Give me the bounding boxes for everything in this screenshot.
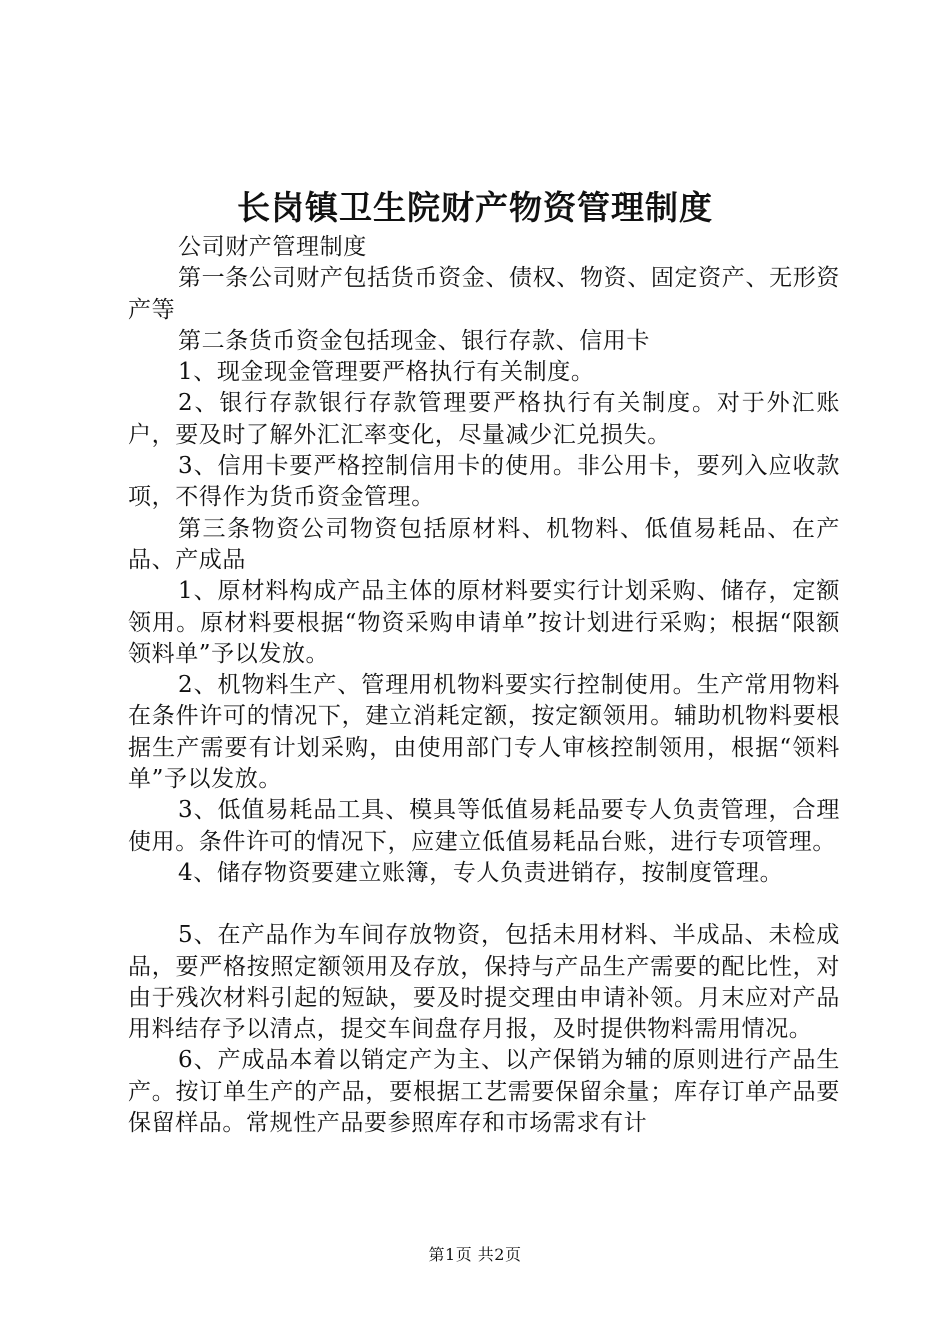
paragraph: 第一条公司财产包括货币资金、债权、物资、固定资产、无形资产等 xyxy=(128,265,840,323)
page-footer: 第1页 共2页 xyxy=(428,1245,522,1264)
paragraph: 3、信用卡要严格控制信用卡的使用。非公用卡，要列入应收款项，不得作为货币资金管理。 xyxy=(128,453,840,511)
paragraph: 5、在产品作为车间存放物资，包括未用材料、半成品、未检成品，要严格按照定额领用及存放，保持与产品生产需要的配比性，对由于残次材料引起的短缺，要及时提交理由申请补领。月末应对产品用料结存予以清点，提交车间盘存月报，及时提供物料需用情况。 xyxy=(128,922,840,1043)
document-title: 长岗镇卫生院财产物资管理制度 xyxy=(237,188,713,227)
paragraph: 1、现金现金管理要严格执行有关制度。 xyxy=(178,359,595,386)
paragraph: 3、低值易耗品工具、模具等低值易耗品要专人负责管理，合理使用。条件许可的情况下，应建立低值易耗品台账，进行专项管理。 xyxy=(128,797,840,855)
paragraph: 1、原材料构成产品主体的原材料要实行计划采购、储存，定额领用。原材料要根据“物资采购申请单”按计划进行采购；根据“限额领料单”予以发放。 xyxy=(128,578,840,667)
paragraph: 2、机物料生产、管理用机物料要实行控制使用。生产常用物料在条件许可的情况下，建立消耗定额，按定额领用。辅助机物料要根据生产需要有计划采购，由使用部门专人审核控制领用，根据“领料单”予以发放。 xyxy=(128,672,840,793)
paragraph: 第三条物资公司物资包括原材料、机物料、低值易耗品、在产品、产成品 xyxy=(128,515,840,573)
blank-line xyxy=(128,889,840,920)
document-body xyxy=(128,232,840,1139)
paragraph: 公司财产管理制度 xyxy=(178,234,367,260)
paragraph: 6、产成品本着以销定产为主、以产保销为辅的原则进行产品生产。按订单生产的产品，要根据工艺需要保留余量；库存订单产品要保留样品。常规性产品要参照库存和市场需求有计 xyxy=(128,1047,840,1137)
paragraph: 4、储存物资要建立账簿，专人负责进销存，按制度管理。 xyxy=(178,859,784,886)
paragraph: 第二条货币资金包括现金、银行存款、信用卡 xyxy=(178,327,650,354)
paragraph: 2、银行存款银行存款管理要严格执行有关制度。对于外汇账户，要及时了解外汇汇率变化，尽量减少汇兑损失。 xyxy=(128,390,840,448)
